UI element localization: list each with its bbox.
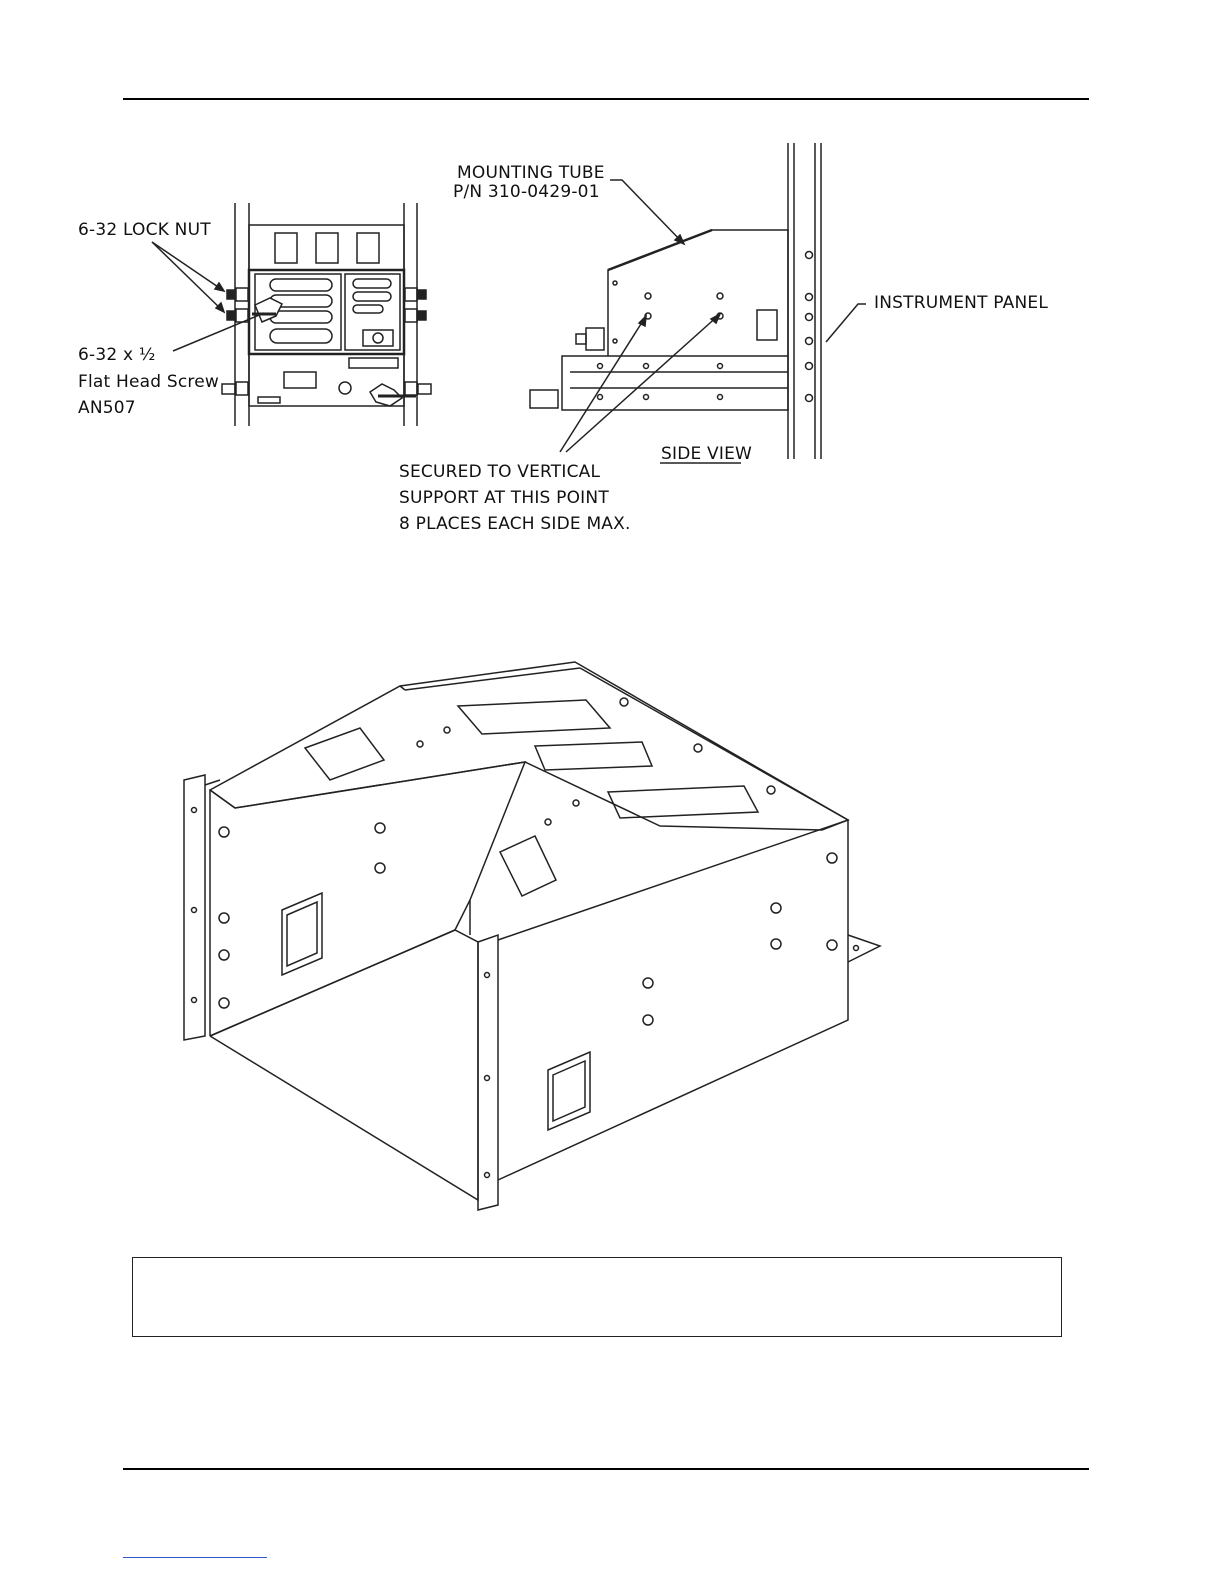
mounting-tube-label: MOUNTING TUBE xyxy=(457,163,605,183)
screw-spec-label: 6-32 x ½ xyxy=(78,345,156,365)
mounting-tube-part-label: P/N 310-0429-01 xyxy=(453,182,600,202)
footer-rule xyxy=(123,1468,1089,1470)
lock-nut-label: 6-32 LOCK NUT xyxy=(78,220,211,240)
side-view-label: SIDE VIEW xyxy=(661,444,753,464)
footer-link-underline[interactable] xyxy=(123,1557,267,1558)
secured-label-line2: SUPPORT AT THIS POINT xyxy=(399,488,609,508)
screw-part-label: AN507 xyxy=(78,398,136,418)
note-box xyxy=(132,1257,1062,1337)
screw-type-label: Flat Head Screw xyxy=(78,372,219,392)
instrument-panel-label: INSTRUMENT PANEL xyxy=(874,293,1048,313)
secured-label-line3: 8 PLACES EACH SIDE MAX. xyxy=(399,514,631,534)
isometric-view-drawing xyxy=(184,662,880,1210)
secured-label-line1: SECURED TO VERTICAL xyxy=(399,462,601,482)
